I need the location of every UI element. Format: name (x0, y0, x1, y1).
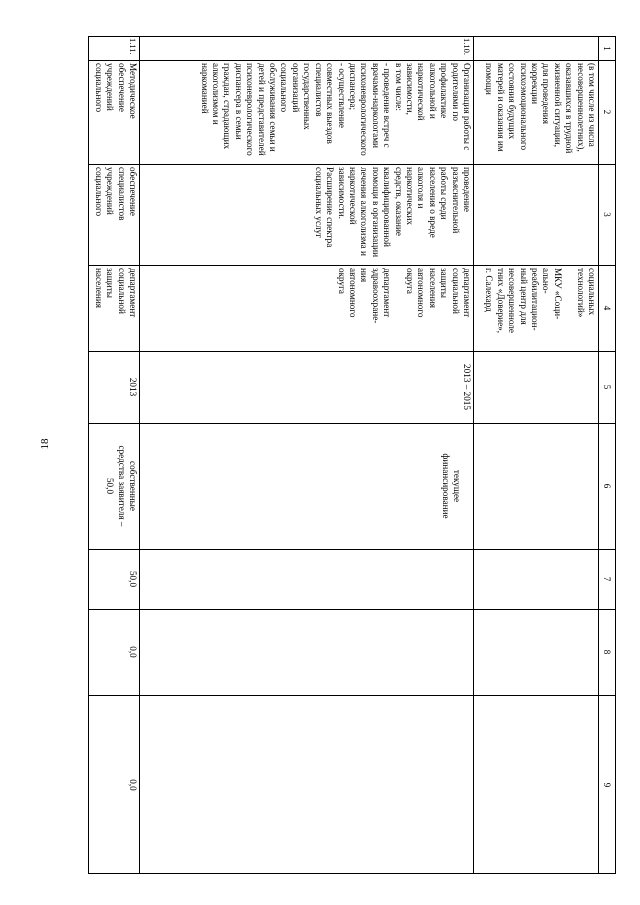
row-1-11-period: 2013 (128, 377, 138, 397)
rotated-page (88, 36, 616, 874)
row-1-10-measure: Организация работы с родителями по профилактике алкогольной и наркотической зависимости, в том числе: - проведение встреч с врачами-наркологами психоневрологического диспансера; - осуществление совместных выездов специалистов государственных организаций социального обслуживания семьи и детей и представителей психоневрологического диспансера в семьи граждан, страдающих алкоголизмом и наркоманией (199, 63, 472, 156)
col-divider (89, 549, 615, 550)
header-col-4: 4 (602, 305, 612, 311)
row-1-10-period: 2013 – 2015 (462, 364, 472, 410)
row-1-11-amount-2013: 50,0 (128, 570, 138, 588)
program-table (88, 36, 616, 874)
header-col-8: 8 (602, 649, 612, 655)
row-1-11-amount-2014: 0,0 (128, 646, 138, 658)
page-number: 18 (39, 438, 51, 450)
header-col-1: 1 (602, 46, 612, 51)
col-divider (89, 695, 615, 696)
row-continuation-measure: (в том числе из числа несовершеннолетних), оказавшихся в трудной жизненной ситуации, для проведения коррекции психоэмоционального состояния будущих матерей и оказания им помощи (484, 63, 597, 154)
header-col-9: 9 (602, 782, 612, 788)
header-col-7: 7 (602, 576, 612, 582)
header-col-5: 5 (602, 384, 612, 390)
row-1-11-executor: департамент социальной защиты населения (93, 268, 138, 318)
row-1-11-financing: собственные средства заявителя – 50,0 (105, 445, 138, 527)
row-1-10-result: проведение разъяснительной работы среди населения о вреде алкоголя и наркотических средств, оказание квалифицированной помощи в организации лечения алкоголизма и наркотической зависимости. Расширение спектра социальных услуг (313, 167, 472, 257)
row-1-10-number: 1.10. (462, 38, 472, 55)
header-col-6: 6 (602, 483, 612, 489)
header-col-2: 2 (602, 109, 612, 115)
col-divider (89, 609, 615, 610)
row-1-11-result: обеспечение специалистов учреждений социального (93, 167, 138, 221)
row-1-10-executor: департамент социальной защиты населения автономного округа департамент здравоохране- ния автономного округа (336, 268, 472, 324)
row-continuation-executor: социальных технологий» МКУ «Соци- ально- реабилитацион- ный центр для несовершенноле тних «Доверие», г. Салехард (484, 268, 597, 334)
row-1-10-financing: текущее финансирование (440, 453, 462, 519)
row-1-11-amount-2015: 0,0 (128, 779, 138, 791)
row-1-11-number: 1.11. (128, 38, 138, 55)
header-col-3: 3 (602, 212, 612, 217)
row-1-11-measure: Методическое обеспечение учреждений социального (93, 63, 138, 119)
